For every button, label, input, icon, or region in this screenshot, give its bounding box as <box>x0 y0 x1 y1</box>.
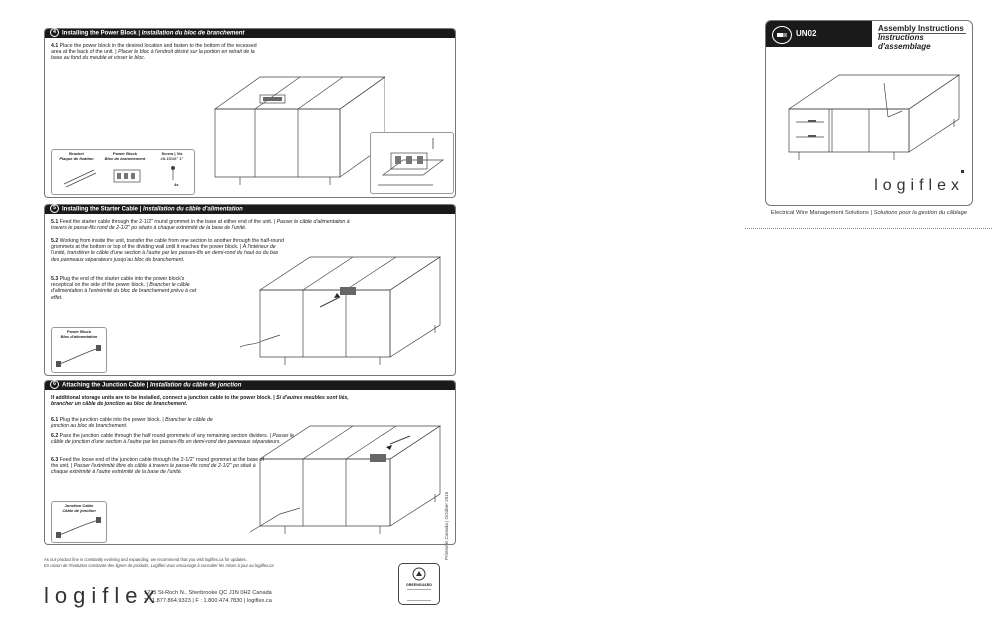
cabinet-junction-cable-illustration <box>240 414 450 539</box>
power-block-label-fr: Bloc de branchement <box>104 155 146 161</box>
greenguard-lines <box>407 589 431 601</box>
step-4-title-fr: Installation du bloc de branchement <box>141 30 245 37</box>
starter-cable-label <box>54 330 104 340</box>
step-5-title: Installing the Starter Cable | <box>62 206 142 213</box>
step-6-3-text: Feed the loose end of the junction cable through the 2-1/2" round grommet at the base of the unit. | <box>51 457 264 470</box>
step-6-title: Attaching the Junction Cable | <box>62 382 149 389</box>
bracket-label-fr: Plaque de fixation <box>59 155 94 161</box>
step-5-1 <box>51 219 356 231</box>
step-5-1-text-fr: Passer le câble d'alimentation à travers le passe-fils rond de 2-1/2" po situés à chaque extrémité de la base de l'unité. <box>51 219 350 232</box>
step-6-2-text: Pass the junction cable through the half round grommets of any remaining section dividers. | <box>59 433 271 439</box>
cover-panel <box>765 20 973 206</box>
cabinet-starter-cable-illustration <box>240 245 450 370</box>
step-5-2-text-fr: À l'intérieur de l'unité, transférer le câble d'une section à l'autre par les passes-fils en demi-rond du haut ou du bas des panneaux séparateurs jusqu'au bloc de branchement. <box>51 244 279 263</box>
logo-mark <box>961 170 964 173</box>
step-6-3-text-fr: Passer l'extrémité libre du câble à travers le passe-fils rond de 2-1/2" po situé à chaque extrémité à l'autre extrémité de la base de l'unité. <box>51 463 256 476</box>
step-5-2-text: Working from inside the unit, transfer the cable from one section to another through the half-round grommets at the bottom or top of the dividing wall until it reaches the power block. | <box>51 238 284 251</box>
bracket-label-en: Bracket <box>69 151 84 156</box>
cover-caption-en: Electrical Wire Management Solutions | <box>770 210 872 216</box>
greenguard-text: GREENGUARD <box>406 583 432 587</box>
starter-cable-label-fr: Bloc d'alimentation <box>60 333 98 339</box>
greenguard-badge <box>398 563 440 605</box>
step-5-3-text: Plug the end of the starter cable into the power block's receptical on the side of the power block. | <box>51 276 185 289</box>
step-4-header <box>45 29 455 38</box>
screw-label-en: Screw | Vis <box>161 151 183 156</box>
step-5-3-text-fr: Brancher le câble d'alimentation à l'extrémité du bloc de branchement prévu à cet effet. <box>51 282 197 301</box>
title-rule <box>878 33 966 34</box>
update-note-fr: En raison de l'évolution constante des lignes de produits, Logiflex vous encourage à consulter les mises à jour au logiflex.ca <box>44 562 274 568</box>
step-5-1-number: 5.1 <box>51 219 59 225</box>
step-6-header <box>45 381 455 390</box>
step-6-1-number: 6.1 <box>51 417 59 423</box>
power-block-detail-drawing <box>373 135 449 190</box>
cover-caption-fr: Solutions pour la gestion du câblage <box>873 210 968 216</box>
step-4-1-number: 4.1 <box>51 43 59 49</box>
plug-icon <box>772 26 792 44</box>
update-note <box>44 557 344 568</box>
step-6-number: 6 <box>50 380 59 389</box>
update-note-en: As our product line is constantly evolving and expanding, we recommend that you visit logiflex.ca for updates. <box>44 557 247 562</box>
step-6-parts-box <box>51 501 107 543</box>
model-number: UN02 <box>796 29 817 38</box>
step-5-number: 5 <box>50 204 59 213</box>
cabinet-illustration <box>210 57 385 187</box>
step-5-3-number: 5.3 <box>51 276 59 282</box>
address-line: 1235 St-Roch N., Sherbrooke QC J1N 0H2 Canada <box>144 590 272 596</box>
step-5-2-number: 5.2 <box>51 238 59 244</box>
parts-drawings <box>56 164 191 190</box>
junction-cable-label-fr: Câble de jonction <box>62 507 96 513</box>
step-6-intro-text: If additional storage units are to be installed, connect a junction cable to the power block. | <box>51 395 275 401</box>
step-4-parts-box <box>51 149 195 195</box>
power-block-label <box>100 152 150 162</box>
step-4-1-text-fr: Placer le bloc à l'endroit désiré sur la portion en retrait de la base au fond du meuble et visser le bloc. <box>51 49 255 62</box>
power-block-label-en: Power Block <box>112 151 137 156</box>
step-5-panel <box>44 204 456 376</box>
junction-cable-label-en: Junction Cable <box>64 503 94 508</box>
junction-cable-label <box>54 504 104 514</box>
step-6-2-text-fr: Passer le câble de jonction d'une section à l'autre par les passes-fils en demi-rond des panneaux séparateurs. <box>51 433 295 446</box>
power-block-detail-inset <box>370 132 454 194</box>
step-4-number: 4 <box>50 28 59 37</box>
cover-caption <box>764 210 974 216</box>
step-5-1-text: Feed the starter cable through the 2-1/2" round grommet in the base at either end of the unit. | <box>59 219 276 225</box>
screw-quantity: 4x <box>174 182 179 187</box>
contact-line: T : 1.877.864.9323 | F : 1.800.474.7830 | logiflex.ca <box>144 598 272 604</box>
assembly-title-en: Assembly Instructions <box>878 24 964 33</box>
step-4-panel <box>44 28 456 198</box>
step-6-3-number: 6.3 <box>51 457 59 463</box>
step-6-panel <box>44 380 456 545</box>
logiflex-logo-footer: logiflex <box>44 583 161 608</box>
assembly-title <box>878 24 972 51</box>
step-4-title: Installing the Power Block | <box>62 30 141 37</box>
bracket-label <box>54 152 99 162</box>
company-address <box>144 589 272 605</box>
junction-cable-drawing <box>55 515 103 540</box>
step-5-3 <box>51 276 201 301</box>
step-5-title-fr: Installation du câble d'alimentation <box>143 206 243 213</box>
assembly-title-fr: Instructions d'assemblage <box>878 33 931 51</box>
step-6-1-text-fr: Brancher le câble de jonction au bloc de branchement. <box>51 417 213 430</box>
starter-cable-drawing <box>55 342 103 370</box>
model-tag <box>766 21 872 47</box>
step-6-1-text: Plug the junction cable into the power block. | <box>59 417 164 423</box>
step-5-parts-box <box>51 327 107 373</box>
fold-line <box>745 228 992 229</box>
step-4-1-text: Place the power block in the desired location and fasten to the bottom of the recessed area at the back of the unit. | <box>51 43 257 56</box>
cover-cabinet-illustration <box>784 57 962 165</box>
step-5-header <box>45 205 455 214</box>
step-6-intro <box>51 395 351 407</box>
step-6-title-fr: Installation du câble de jonction <box>150 382 242 389</box>
starter-cable-label-en: Power Block <box>66 329 91 334</box>
step-6-intro-text-fr: Si d'autres meubles sont liés, brancher un câble de jonction au bloc de branchement. <box>51 395 349 408</box>
screw-label <box>152 152 192 162</box>
step-6-1 <box>51 417 231 429</box>
step-6-2-number: 6.2 <box>51 433 59 439</box>
plug-glyph <box>776 31 788 39</box>
logiflex-logo-cover: logiflex <box>874 177 964 194</box>
screw-label-spec: #8-15/16" 1" <box>160 155 184 161</box>
step-6-3 <box>51 457 266 476</box>
greenguard-icon <box>412 567 426 581</box>
printed-date: Printed in Canada | October 2015 <box>444 491 449 560</box>
